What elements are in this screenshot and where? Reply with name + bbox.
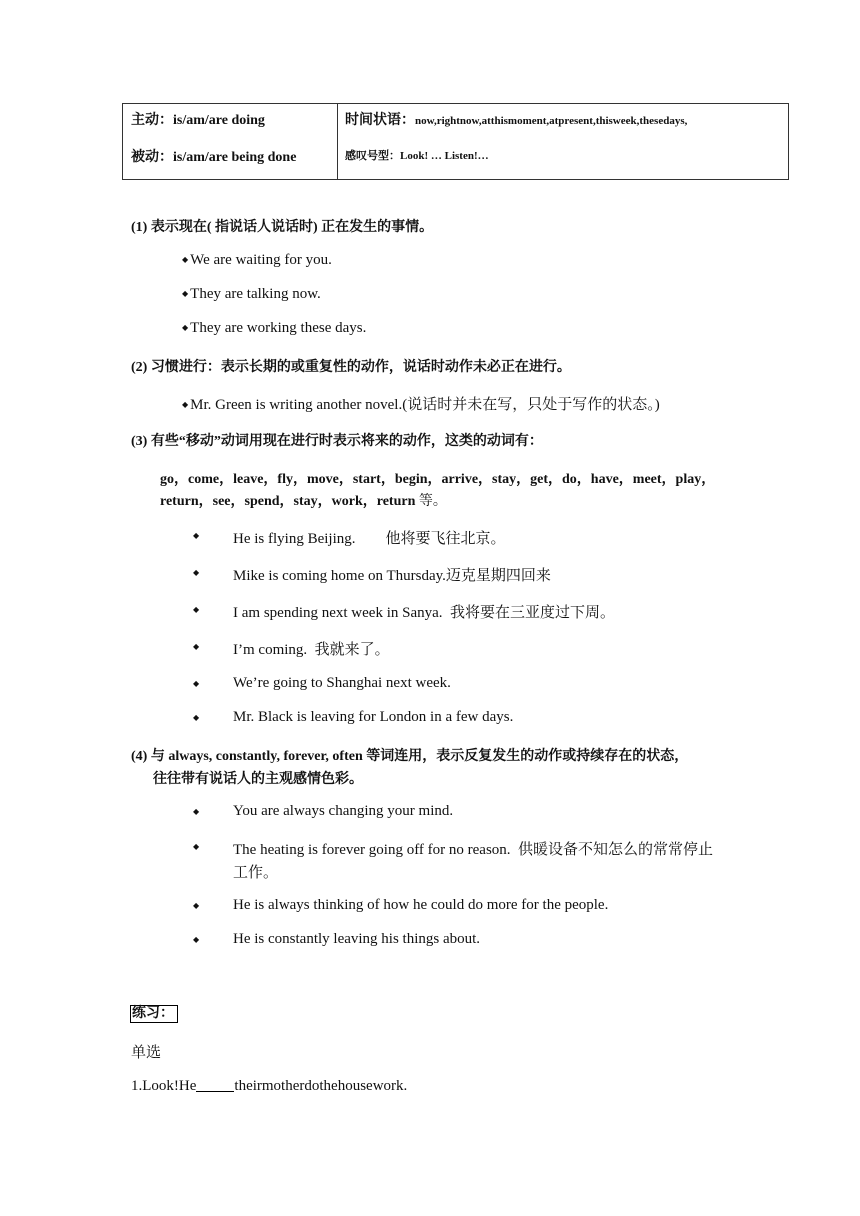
diamond-bullet-icon: ◆ [193,568,200,577]
voice-cell [123,104,338,180]
answer-blank[interactable] [196,1077,234,1092]
time-adverbials: 时间状语：now,rightnow,atthismoment,atpresent,thisweek,thesedays, [345,113,688,128]
question-type-label: 单选 [131,1045,162,1061]
section-2-heading: (2) 习惯进行：表示长期的或重复性的动作，说话时动作未必正在进行。 [131,360,571,375]
list-item: We’re going to Shanghai next week. [233,675,451,691]
list-item: ◆ We are waiting for you. [182,252,332,268]
diamond-bullet-icon: ◆ [182,255,189,264]
list-item: Mike is coming home on Thursday.迈克星期四回来 [233,568,551,584]
exercise-title: 练习： [130,1002,178,1022]
active-voice-form: 主动：is/am/are doing [131,113,265,128]
list-item: He is constantly leaving his things about. [233,931,481,947]
list-item-continuation: 工作。 [233,865,279,881]
section-1-heading: (1) 表示现在( 指说话人说话时) 正在发生的事情。 [131,220,434,235]
list-item: Mr. Black is leaving for London in a few days. [233,709,514,725]
section-3-heading: (3) 有些“移动”动词用现在进行时表示将来的动作，这类的动词有： [131,434,543,449]
list-item: ◆ Mr. Green is writing another novel.(说话时并未在写，只处于写作的状态。) [182,397,660,413]
diamond-bullet-icon: ◆ [182,289,189,298]
diamond-bullet-icon: ◆ [193,713,200,722]
diamond-bullet-icon: ◆ [193,901,200,910]
question-1: 1.Look!He theirmotherdothehousework. [131,1078,408,1094]
list-item: You are always changing your mind. [233,803,454,819]
verb-list-line-2: return，see，spend，stay，work，return 等。 [160,494,447,509]
list-item: I am spending next week in Sanya. 我将要在三亚度过下周。 [233,605,616,621]
list-item: He is always thinking of how he could do more for the people. [233,897,609,913]
adverbials-cell [338,104,789,180]
diamond-bullet-icon: ◆ [193,605,200,614]
list-item: ◆ They are talking now. [182,286,321,302]
diamond-bullet-icon: ◆ [182,400,189,409]
list-item: He is flying Beijing. 他将要飞往北京。 [233,531,506,547]
diamond-bullet-icon: ◆ [193,642,200,651]
diamond-bullet-icon: ◆ [193,935,200,944]
passive-voice-form: 被动：is/am/are being done [131,150,297,165]
diamond-bullet-icon: ◆ [182,323,189,332]
exclamation-pattern: 感叹号型：Look! … Listen!… [345,150,489,162]
verb-list-line-1: go，come，leave，fly，move，start，begin，arrive，stay，get，do，have，meet，play， [160,472,716,487]
list-item: The heating is forever going off for no reason. 供暖设备不知怎么的常常停止 [233,842,714,858]
diamond-bullet-icon: ◆ [193,807,200,816]
list-item: I’m coming. 我就来了。 [233,642,390,658]
section-4-heading-line-1: (4) 与 always, constantly, forever, often 等词连用，表示反复发生的动作或持续存在的状态， [131,749,689,764]
list-item: ◆ They are working these days. [182,320,367,336]
section-4-heading-line-2: 往往带有说话人的主观感情色彩。 [153,772,363,787]
diamond-bullet-icon: ◆ [193,842,200,851]
tense-summary-table [122,103,789,180]
diamond-bullet-icon: ◆ [193,531,200,540]
diamond-bullet-icon: ◆ [193,679,200,688]
